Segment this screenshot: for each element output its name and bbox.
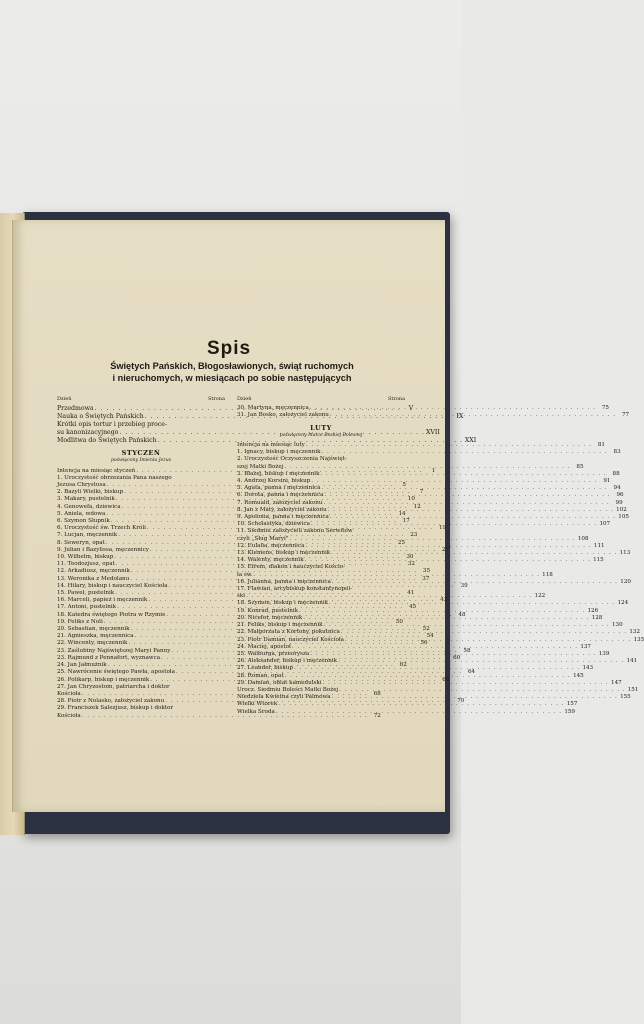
entry-text: Kościoła	[57, 712, 81, 719]
entry-text: Krótki opis tortur i przebieg proce-	[57, 421, 168, 429]
entry-page-number: 14	[398, 510, 406, 517]
entry-page-number: 68	[373, 690, 381, 697]
entry-text: Intencja na miesiąc styczeń	[57, 467, 136, 474]
index-entry	[237, 564, 405, 571]
entry-text: Jezusa Chrystusa	[57, 482, 106, 489]
entry-page-number: 12	[413, 503, 421, 510]
entry-text: 21. Agnieszka, męczennica	[57, 633, 134, 640]
entry-text: 2. Bazyli Wielki, biskup	[57, 489, 124, 496]
entry-text: 15. Paweł, pustelnik	[57, 590, 115, 597]
leader-dots	[309, 405, 597, 412]
column-header-right	[237, 396, 405, 403]
entry-page-number: 17	[402, 518, 410, 525]
leader-dots	[331, 579, 619, 586]
entry-page-number: 111	[593, 542, 605, 549]
index-entry	[237, 478, 611, 485]
entry-text: 19. Konrad, pustelnik	[237, 607, 299, 614]
leader-dots	[322, 680, 610, 687]
entry-text: Urocz. Siedmiu Boleści Matki Bożej	[237, 686, 339, 693]
entry-text: 27. Jan Chryzostom, patriarcha i doktor	[57, 683, 170, 690]
entry-text: ła św.	[237, 571, 253, 578]
index-entry	[237, 456, 405, 463]
entry-text: 13. Klemens, biskup i męczennik	[237, 550, 331, 557]
entry-page-number: 37	[422, 575, 430, 582]
page-subtitle	[37, 360, 427, 384]
entry-text: 17. Antoni, pustelnik	[57, 604, 117, 611]
entry-text: 6. Dorota, panna i męczennica	[237, 492, 324, 499]
entry-page-number: 81	[597, 442, 605, 449]
entry-text: 11. Teodozjusz, opat	[57, 561, 115, 568]
entry-text: Wielka Środa	[237, 708, 275, 715]
entry-text: 2. Uroczystość Oczyszczenia Najświęt-	[237, 456, 347, 463]
entry-text: 1. Ignacy, biskup i męczennik	[237, 449, 321, 456]
month-dedication-january: poświęcony Imieniu Jezus	[110, 458, 172, 464]
entry-page-number: 107	[599, 521, 611, 528]
entry-text: 13. Weronika z Medolanu	[57, 575, 130, 582]
leader-dots	[328, 600, 616, 607]
entry-text: 26. Polikarp, biskup i męczennik	[57, 676, 150, 683]
month-heading-january: STYCZEŃ	[121, 449, 161, 458]
entry-page-number: 88	[612, 470, 620, 477]
entry-page-number: 139	[598, 650, 610, 657]
index-entry	[237, 658, 638, 665]
index-entry	[57, 421, 225, 429]
entry-text: 22. Małgorzata z Kortony, pokutnica	[237, 629, 340, 636]
header-page-label-right: Strona	[387, 396, 405, 402]
entry-text: 23. Piotr Damian, nauczyciel Kościoła	[237, 636, 344, 643]
leader-dots	[322, 500, 610, 507]
entry-text: Przedmowa	[57, 405, 94, 413]
index-entry	[237, 470, 620, 478]
month-dedication-february: poświęcony Matce Boskiej Bolesnej	[279, 432, 363, 438]
entry-text: 8. Seweryn, opat	[57, 539, 105, 546]
entry-text: 15. Efrem, diakon i nauczyciel Kościo-	[237, 564, 346, 571]
leader-dots	[305, 442, 593, 449]
entry-page-number: 72	[373, 712, 381, 719]
leader-dots	[323, 622, 611, 629]
entry-page-number: 54	[426, 633, 434, 640]
entry-page-number: 105	[618, 514, 629, 521]
entry-page-number: 130	[611, 622, 623, 629]
entry-text: 12. Eulalia, męczennica	[237, 542, 305, 549]
entry-text: 25. Nawrócenie świętego Pawła, apostoła	[57, 669, 175, 676]
entry-page-number: 62	[399, 662, 407, 669]
entry-page-number: 27	[441, 546, 450, 553]
entry-page-number: 66	[442, 676, 450, 683]
leader-dots	[337, 658, 625, 665]
entry-page-number: 108	[577, 535, 589, 542]
entry-text: 7. Lucjan, męczennik	[57, 532, 118, 539]
entry-text: 16. Julianna, panna i męczennica	[237, 578, 331, 585]
entry-page-number: 77	[621, 412, 630, 419]
entry-text: 19. Feliks z Noli	[57, 618, 103, 625]
entry-page-number: 155	[620, 694, 631, 701]
leader-dots	[284, 673, 572, 680]
entry-page-number: 48	[458, 611, 466, 618]
entry-page-number: 126	[587, 607, 599, 614]
index-entry	[237, 463, 584, 471]
leader-dots	[293, 665, 581, 672]
entry-text: szej Matki Bożej	[237, 463, 284, 470]
entry-page-number: 75	[601, 405, 609, 412]
entry-text: 1. Uroczystość obrzezania Pana naszego	[57, 474, 172, 481]
index-entry	[57, 437, 477, 445]
entry-page-number: 94	[613, 485, 621, 492]
entry-text: 10. Scholastyka, dziewica	[237, 521, 310, 528]
entry-text: 31. Jan Bosko, założyciel zakonu	[237, 412, 329, 419]
entry-text: 10. Wilhelm, biskup	[57, 554, 114, 561]
entry-text: 20. Sebastian, męczennik	[57, 626, 130, 633]
index-entry	[237, 694, 631, 701]
entry-text: 28. Roman, opat	[237, 672, 284, 679]
entry-text: 28. Piotr z Nolasko, założyciel zakonu	[57, 698, 165, 705]
entry-page-number: 120	[620, 578, 631, 585]
entry-page-number: 7	[419, 489, 424, 496]
entry-page-number: V	[408, 405, 414, 413]
leader-dots	[304, 543, 592, 550]
leader-dots	[302, 615, 590, 622]
leader-dots	[320, 485, 608, 492]
entry-text: 20. Nicefor, męczennik	[237, 614, 303, 621]
subtitle-line-2: i nieruchomych, w miesiącach po sobie następujących	[112, 373, 352, 383]
entry-text: 29. Damian, oblat kamedulski	[237, 679, 322, 686]
index-entry	[237, 405, 609, 412]
entry-text: 9. Julian i Bazylissa, męczennicy	[57, 546, 149, 553]
entry-page-number: 157	[566, 701, 578, 708]
entry-page-number: 132	[629, 629, 641, 636]
index-entry	[237, 586, 405, 593]
index-entry	[237, 492, 624, 499]
entry-page-number: 159	[564, 708, 575, 715]
entry-page-number: 141	[626, 658, 638, 665]
leader-dots	[298, 608, 586, 615]
index-entry	[237, 708, 575, 716]
entry-text: 18. Szymon, biskup i męczennik	[237, 600, 328, 607]
entry-page-number: 10	[407, 496, 415, 503]
index-entry	[237, 442, 605, 449]
entry-page-number: 60	[453, 654, 461, 661]
leader-dots	[340, 629, 628, 636]
entry-text: 26. Aleksander, biskup i męczennik	[237, 658, 338, 665]
entry-text: Modlitwa do Świętych Pańskich	[57, 437, 157, 445]
entry-page-number: 145	[573, 672, 584, 679]
leader-dots	[329, 412, 617, 419]
column-header	[57, 396, 225, 403]
entry-page-number: 19	[438, 525, 447, 532]
leader-dots	[330, 550, 618, 557]
entry-page-number: 83	[613, 449, 621, 456]
entry-text: Wielki Wtorek	[237, 701, 278, 708]
header-day-label-right: Dzień	[237, 396, 252, 402]
entry-page-number: 43	[440, 597, 448, 604]
leader-dots	[310, 478, 598, 485]
entry-page-number: 50	[395, 618, 403, 625]
leader-dots	[304, 557, 592, 564]
index-entry	[237, 485, 621, 492]
entry-page-number: 135	[633, 636, 644, 643]
leader-dots	[288, 536, 576, 543]
entry-page-number: 113	[619, 550, 631, 557]
entry-page-number: 25	[397, 539, 406, 546]
entry-text: 23. Rajmund z Pennafort, wyznawca	[57, 654, 161, 661]
index-entry	[57, 475, 225, 482]
book-page	[12, 220, 644, 812]
entry-text: 21. Feliks, biskup i męczennik	[237, 622, 323, 629]
leader-dots	[331, 694, 619, 701]
entry-page-number: 99	[615, 499, 623, 506]
header-page-label: Strona	[207, 396, 225, 402]
entry-text: 6. Uroczystość św. Trzech Króli	[57, 525, 146, 532]
leader-dots	[310, 521, 598, 528]
entry-page-number: 64	[468, 669, 476, 676]
entry-text: 23. Zaślubiny Najświętszej Maryi Panny	[57, 647, 171, 654]
entry-page-number: 151	[627, 686, 639, 693]
leader-dots	[323, 492, 611, 499]
leader-dots	[253, 572, 541, 579]
entry-page-number: 23	[410, 532, 418, 539]
entry-page-number: 102	[616, 506, 627, 513]
entry-text: 27. Leander, biskup	[237, 665, 293, 672]
index-entry	[57, 712, 381, 720]
entry-page-number: 5	[402, 482, 406, 489]
month-heading-february: LUTY	[310, 423, 332, 432]
leader-dots	[329, 514, 617, 521]
entry-text: 7. Romuald, założyciel zakonu	[237, 499, 323, 506]
entry-text: 9. Apolonia, panna i męczennica	[237, 514, 329, 521]
entry-text: 30. Martyna, męczennica	[237, 405, 309, 412]
entry-text: Niedziela Kwietna czyli Palmowa	[237, 694, 331, 701]
entry-text: su kanonizacyjnego	[57, 429, 119, 437]
entry-text: 16. Marceli, papież i męczennik	[57, 597, 148, 604]
leader-dots	[321, 449, 609, 456]
entry-page-number: 39	[460, 582, 468, 589]
entry-page-number: 52	[422, 626, 430, 633]
index-entry	[237, 550, 631, 557]
entry-page-number: 147	[611, 679, 622, 686]
entry-text: ski	[237, 593, 246, 600]
leader-dots	[275, 709, 563, 716]
index-entry	[237, 622, 623, 629]
entry-page-number: 1	[431, 467, 436, 474]
entry-page-number: 128	[591, 614, 603, 621]
entry-text: Kościoła	[57, 690, 81, 697]
entry-text: 4. Andrzej Korsini, biskup	[237, 478, 311, 485]
entry-page-number: 143	[582, 665, 594, 672]
entry-text: 8. Jan z Maty, założyciel zakonu	[237, 506, 327, 513]
entry-page-number: 124	[617, 600, 629, 607]
index-entry	[237, 514, 629, 521]
entry-text: 18. Katedra świętego Piotra w Rzymie	[57, 611, 166, 618]
entry-page-number: 56	[420, 640, 428, 647]
entry-page-number: XXI	[464, 437, 477, 445]
header-day-label: Dzień	[57, 396, 72, 402]
entry-text: 17. Flawian, arcybiskup konstantynopol-	[237, 586, 353, 593]
entry-text: 6. Szymon Słupnik	[57, 518, 110, 525]
leader-dots	[309, 651, 597, 658]
leader-dots	[291, 644, 579, 651]
entry-page-number: 85	[576, 463, 584, 470]
leader-dots	[277, 701, 565, 708]
leader-dots	[283, 464, 571, 471]
entry-page-number: 122	[534, 593, 546, 600]
index-entry	[57, 684, 225, 691]
entry-text: 14. Hilary, biskup i nauczyciel Kościoła	[57, 582, 168, 589]
entry-page-number: 115	[593, 557, 604, 564]
entry-text: 14. Walenty, męczennik	[237, 557, 304, 564]
entry-text: 25. Walburga, przeorysza	[237, 650, 310, 657]
entry-page-number: 35	[422, 568, 431, 575]
index-entry	[57, 705, 225, 712]
entry-page-number: 70	[457, 698, 465, 705]
entry-page-number: 137	[580, 643, 591, 650]
entry-page-number: 41	[407, 590, 415, 597]
entry-text: czyli „Sług Maryi"	[237, 535, 289, 542]
entry-page-number: 96	[616, 492, 624, 499]
entry-text: 22. Wincenty, męczennik	[57, 640, 128, 647]
entry-page-number: XVII	[426, 429, 440, 437]
leader-dots	[319, 471, 607, 478]
entry-page-number: 32	[407, 561, 415, 568]
entry-text: 3. Błażej, biskup i męczennik	[237, 470, 320, 477]
entry-text: 24. Maciej, apostoł	[237, 643, 291, 650]
entry-page-number: 58	[463, 647, 471, 654]
entry-text: 11. Siedmiu założycieli zakonu Serwitów	[237, 528, 353, 535]
subtitle-line-1: Świętych Pańskich, Błogosławionych, świąt ruchomych	[110, 361, 354, 371]
entry-text: Intencja na miesiąc luty	[237, 442, 305, 449]
entry-text: 5. Agata, panna i męczennica	[237, 485, 321, 492]
entry-text: Nauka o Świętych Pańskich	[57, 413, 144, 421]
entry-text: 29. Franciszek Salezjusz, biskup i doktor	[57, 705, 174, 712]
entry-text: 24. Jan Jałmużnik	[57, 662, 107, 669]
leader-dots	[344, 637, 632, 644]
entry-page-number: 118	[542, 571, 553, 578]
leader-dots	[338, 687, 626, 694]
entry-page-number: 45	[409, 604, 417, 611]
entry-text: 12. Arkadiusz, męczennik	[57, 568, 130, 575]
index-entry	[237, 528, 405, 535]
entry-text: 4. Genowefa, dziewica	[57, 503, 121, 510]
entry-page-number: 91	[603, 478, 611, 485]
leader-dots	[327, 507, 615, 514]
entry-text: 3. Makary, pustelnik	[57, 496, 115, 503]
entry-page-number: 30	[406, 554, 414, 561]
index-entry	[237, 686, 639, 694]
entry-text: 5. Aniela, wdowa	[57, 510, 106, 517]
leader-dots	[245, 593, 533, 600]
entry-page-number: IX	[456, 413, 464, 421]
page-title: Spis	[206, 338, 252, 359]
